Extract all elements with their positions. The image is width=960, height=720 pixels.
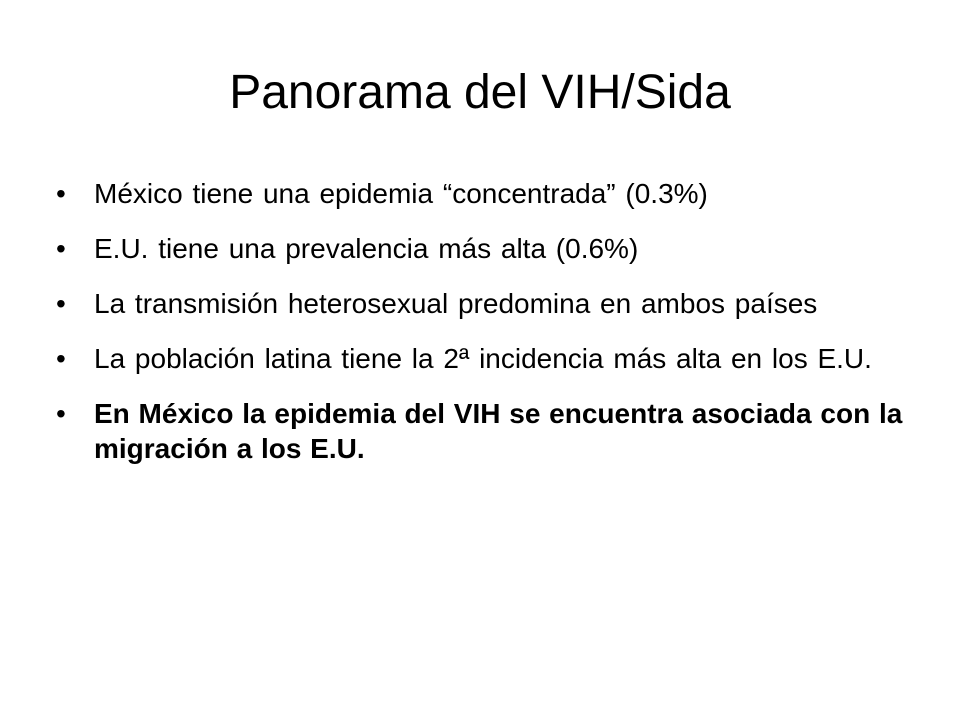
slide-title: Panorama del VIH/Sida — [229, 66, 731, 119]
bullet-list — [56, 176, 906, 486]
bullet-text: En México la epidemia del VIH se encuentra asociada con la migración a los E.U. — [94, 398, 903, 464]
bullet-marker: • — [56, 398, 66, 429]
bullet-text: E.U. tiene una prevalencia más alta (0.6%) — [94, 233, 639, 264]
bullet-item — [56, 341, 906, 376]
bullet-marker: • — [56, 178, 66, 209]
bullet-text: México tiene una epidemia “concentrada” (0.3%) — [94, 178, 708, 209]
bullet-item — [56, 286, 906, 321]
bullet-text: La transmisión heterosexual predomina en ambos países — [94, 288, 818, 319]
bullet-marker: • — [56, 233, 66, 264]
bullet-item — [56, 231, 906, 266]
bullet-text: La población latina tiene la 2ª incidencia más alta en los E.U. — [94, 343, 872, 374]
bullet-item — [56, 176, 906, 211]
bullet-marker: • — [56, 343, 66, 374]
bullet-item-emphasis — [56, 396, 906, 466]
bullet-marker: • — [56, 288, 66, 319]
